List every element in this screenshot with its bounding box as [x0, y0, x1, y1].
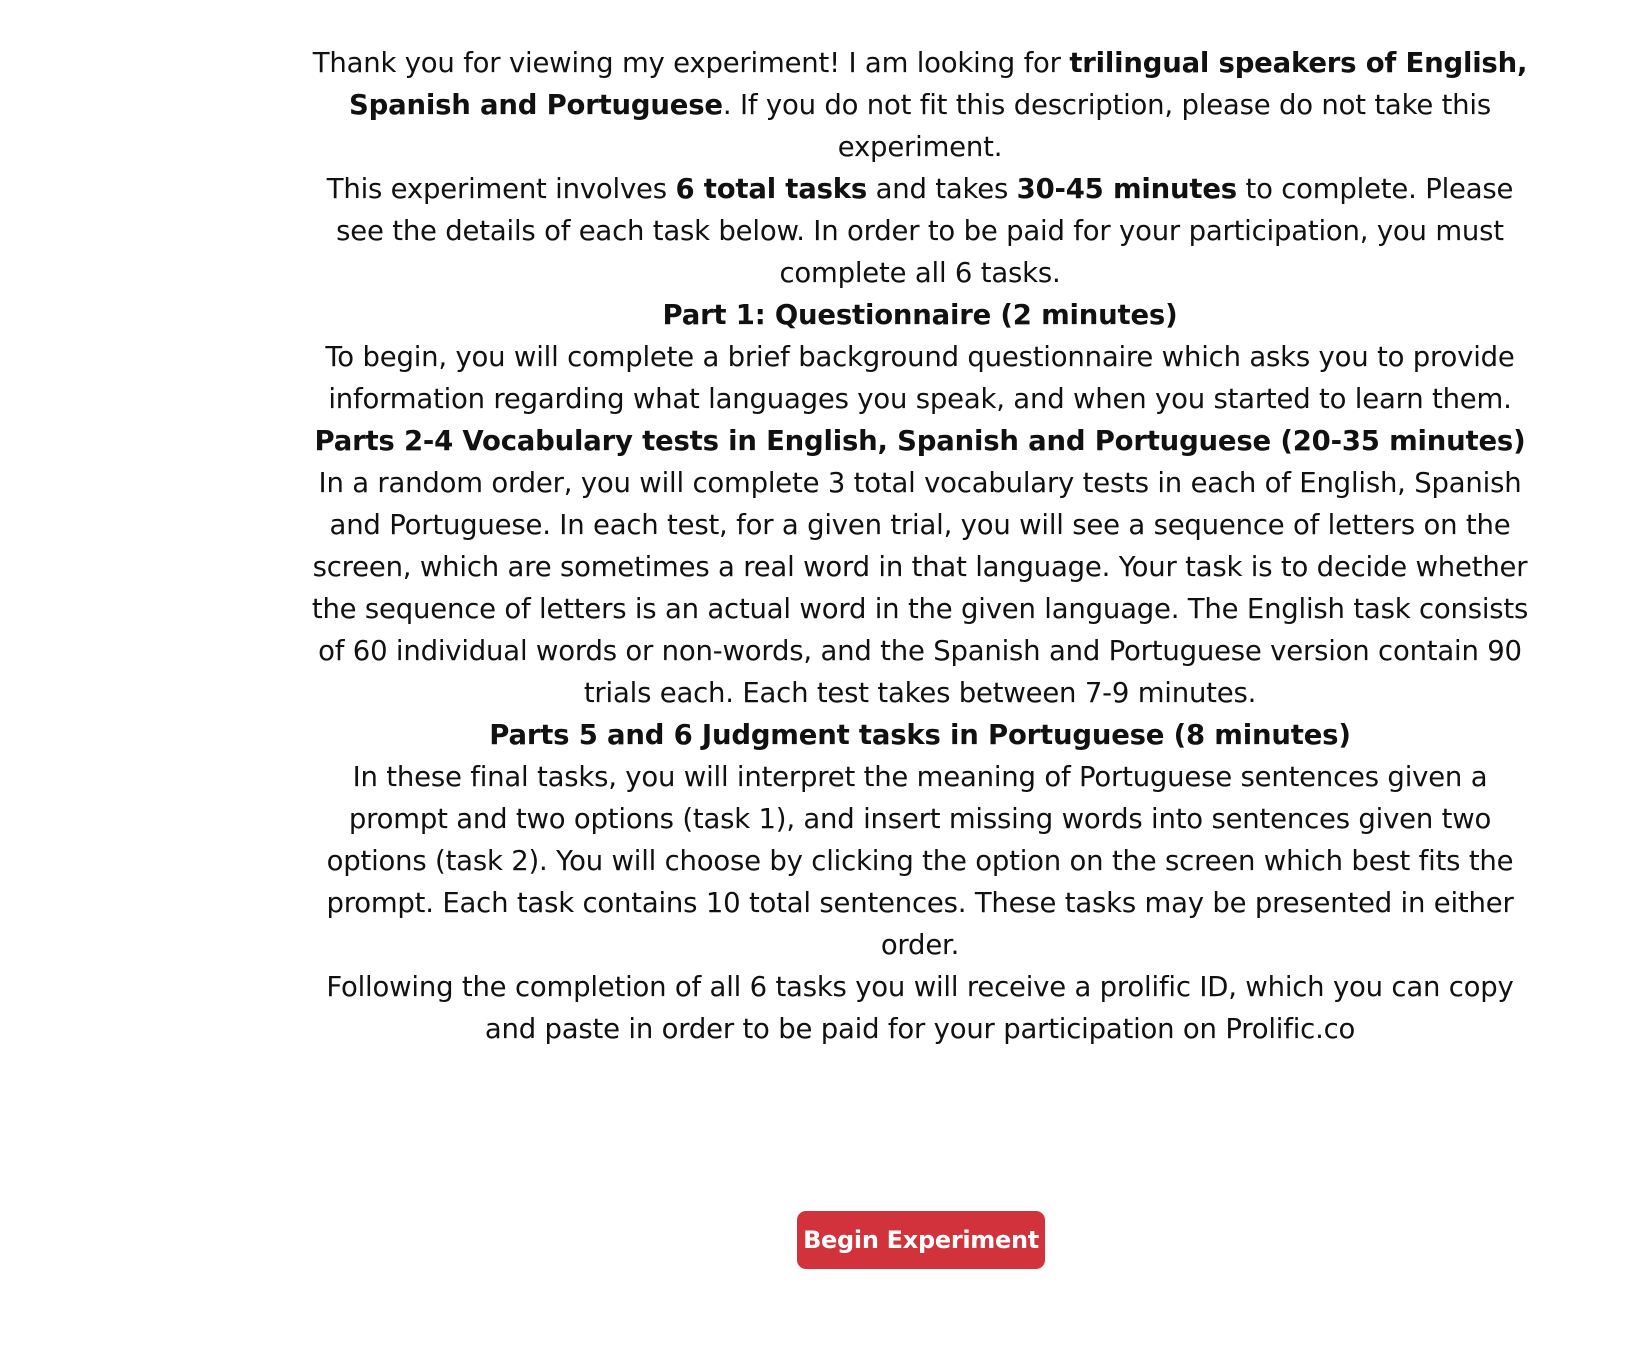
intro-text-2: . If you do not fit this description, please do not take this experiment.	[722, 89, 1491, 163]
instructions-text	[300, 42, 1540, 1050]
intro-text-1: Thank you for viewing my experiment! I am looking for	[312, 47, 1070, 79]
overview-text-3: to complete. Please see the details of each task below. In order to be paid for your participation, you must complete all 6 tasks.	[336, 173, 1514, 289]
section-body-parts-2-4: In a random order, you will complete 3 total vocabulary tests in each of English, Spanish and Portuguese. In each test, for a given trial, you will see a sequence of letters on the screen, which are sometimes a real word in that language. Your task is to decide whether the sequence of letters is an actual word in the given language. The English task consists of 60 individual words or non-words, and the Spanish and Portuguese version contain 90 trials each. Each test takes between 7-9 minutes.	[311, 467, 1529, 709]
closing-paragraph: Following the completion of all 6 tasks you will receive a prolific ID, which you can copy and paste in order to be paid for your participation on Prolific.co	[326, 971, 1514, 1045]
section-heading-part-1: Part 1: Questionnaire (2 minutes)	[662, 299, 1178, 331]
section-body-parts-5-6: In these final tasks, you will interpret the meaning of Portuguese sentences given a prompt and two options (task 1), and insert missing words into sentences given two options (task 2). You will choose by clicking the option on the screen which best fits the prompt. Each task contains 10 total sentences. These tasks may be presented in either order.	[326, 761, 1514, 961]
overview-duration: 30-45 minutes	[1016, 173, 1237, 205]
overview-paragraph	[300, 168, 1540, 294]
intro-target-population: trilingual speakers of English, Spanish and Portuguese	[349, 47, 1528, 121]
section-body-part-1: To begin, you will complete a brief background questionnaire which asks you to provide information regarding what languages you speak, and when you started to learn them.	[325, 341, 1515, 415]
overview-text-1: This experiment involves	[326, 173, 676, 205]
section-heading-parts-2-4: Parts 2-4 Vocabulary tests in English, Spanish and Portuguese (20-35 minutes)	[314, 425, 1526, 457]
section-heading-parts-5-6: Parts 5 and 6 Judgment tasks in Portuguese (8 minutes)	[489, 719, 1351, 751]
intro-paragraph	[300, 42, 1540, 168]
begin-experiment-button[interactable]: Begin Experiment	[797, 1211, 1045, 1269]
overview-text-2: and takes	[867, 173, 1017, 205]
overview-task-count: 6 total tasks	[675, 173, 868, 205]
